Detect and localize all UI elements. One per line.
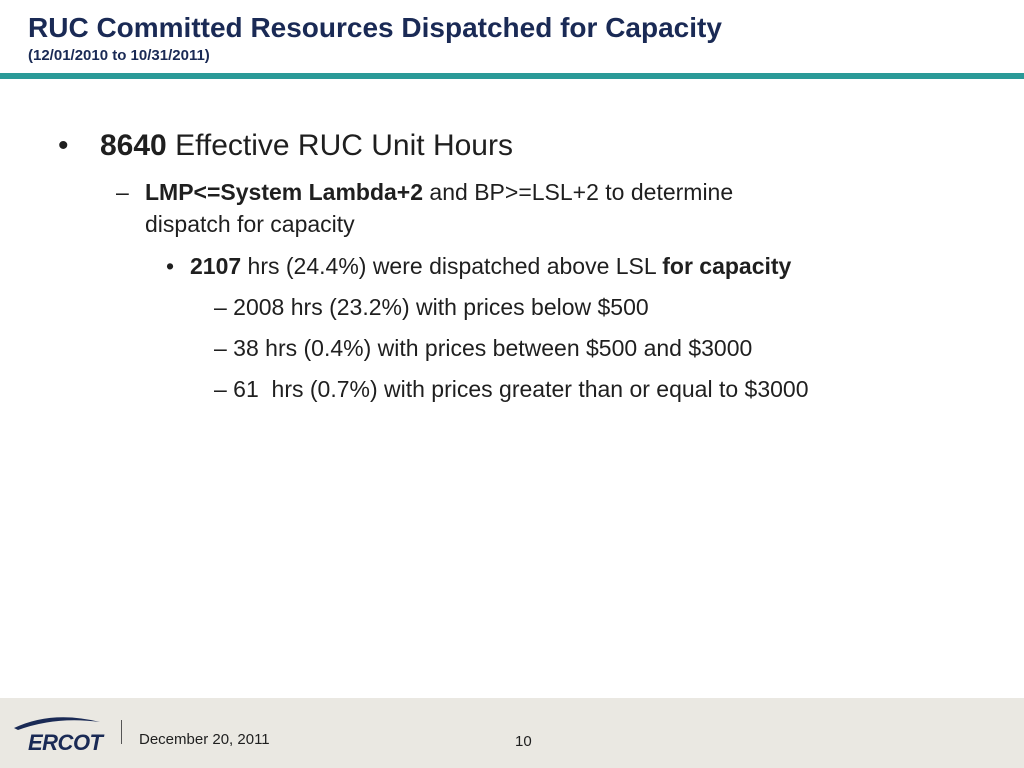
dispatched-hours-value: 2107 [190, 253, 242, 279]
price-breakdown-item: – 2008 hrs (23.2%) with prices below $500 [214, 294, 649, 320]
ercot-logo [12, 708, 104, 755]
footer-bar [0, 698, 1024, 768]
bullet-dot-icon: • [166, 253, 175, 279]
title-block [28, 12, 722, 66]
dispatched-hours-label: hrs (24.4%) were dispatched above LSL [241, 253, 663, 279]
effective-hours-value: 8640 [100, 129, 167, 162]
price-breakdown-item: – 61 hrs (0.7%) with prices greater than or equal to $3000 [214, 376, 809, 402]
bullet-dash-icon: – [116, 179, 129, 205]
bp-condition: and BP>=LSL+2 to determine [423, 179, 734, 205]
bullet-level1-text [100, 128, 513, 164]
page-number: 10 [515, 733, 532, 750]
bullet-level3-text [190, 251, 791, 281]
price-breakdown-item: – 38 hrs (0.4%) with prices between $500 and $3000 [214, 335, 753, 361]
footer-date: December 20, 2011 [139, 731, 270, 748]
bullet-dot-icon: • [58, 129, 69, 162]
for-capacity-label: for capacity [662, 253, 792, 279]
logo-text: ERCOT [28, 730, 103, 755]
header-divider [0, 73, 1024, 79]
footer-divider [121, 720, 122, 744]
lmp-condition: LMP<=System Lambda+2 [145, 179, 424, 205]
bullet-level2-text [145, 177, 733, 207]
slide-subtitle: (12/01/2010 to 10/31/2011) [28, 47, 210, 64]
effective-hours-label: Effective RUC Unit Hours [166, 129, 513, 162]
bullet-level2-continuation: dispatch for capacity [145, 211, 355, 237]
slide-title: RUC Committed Resources Dispatched for Capacity [28, 12, 722, 43]
